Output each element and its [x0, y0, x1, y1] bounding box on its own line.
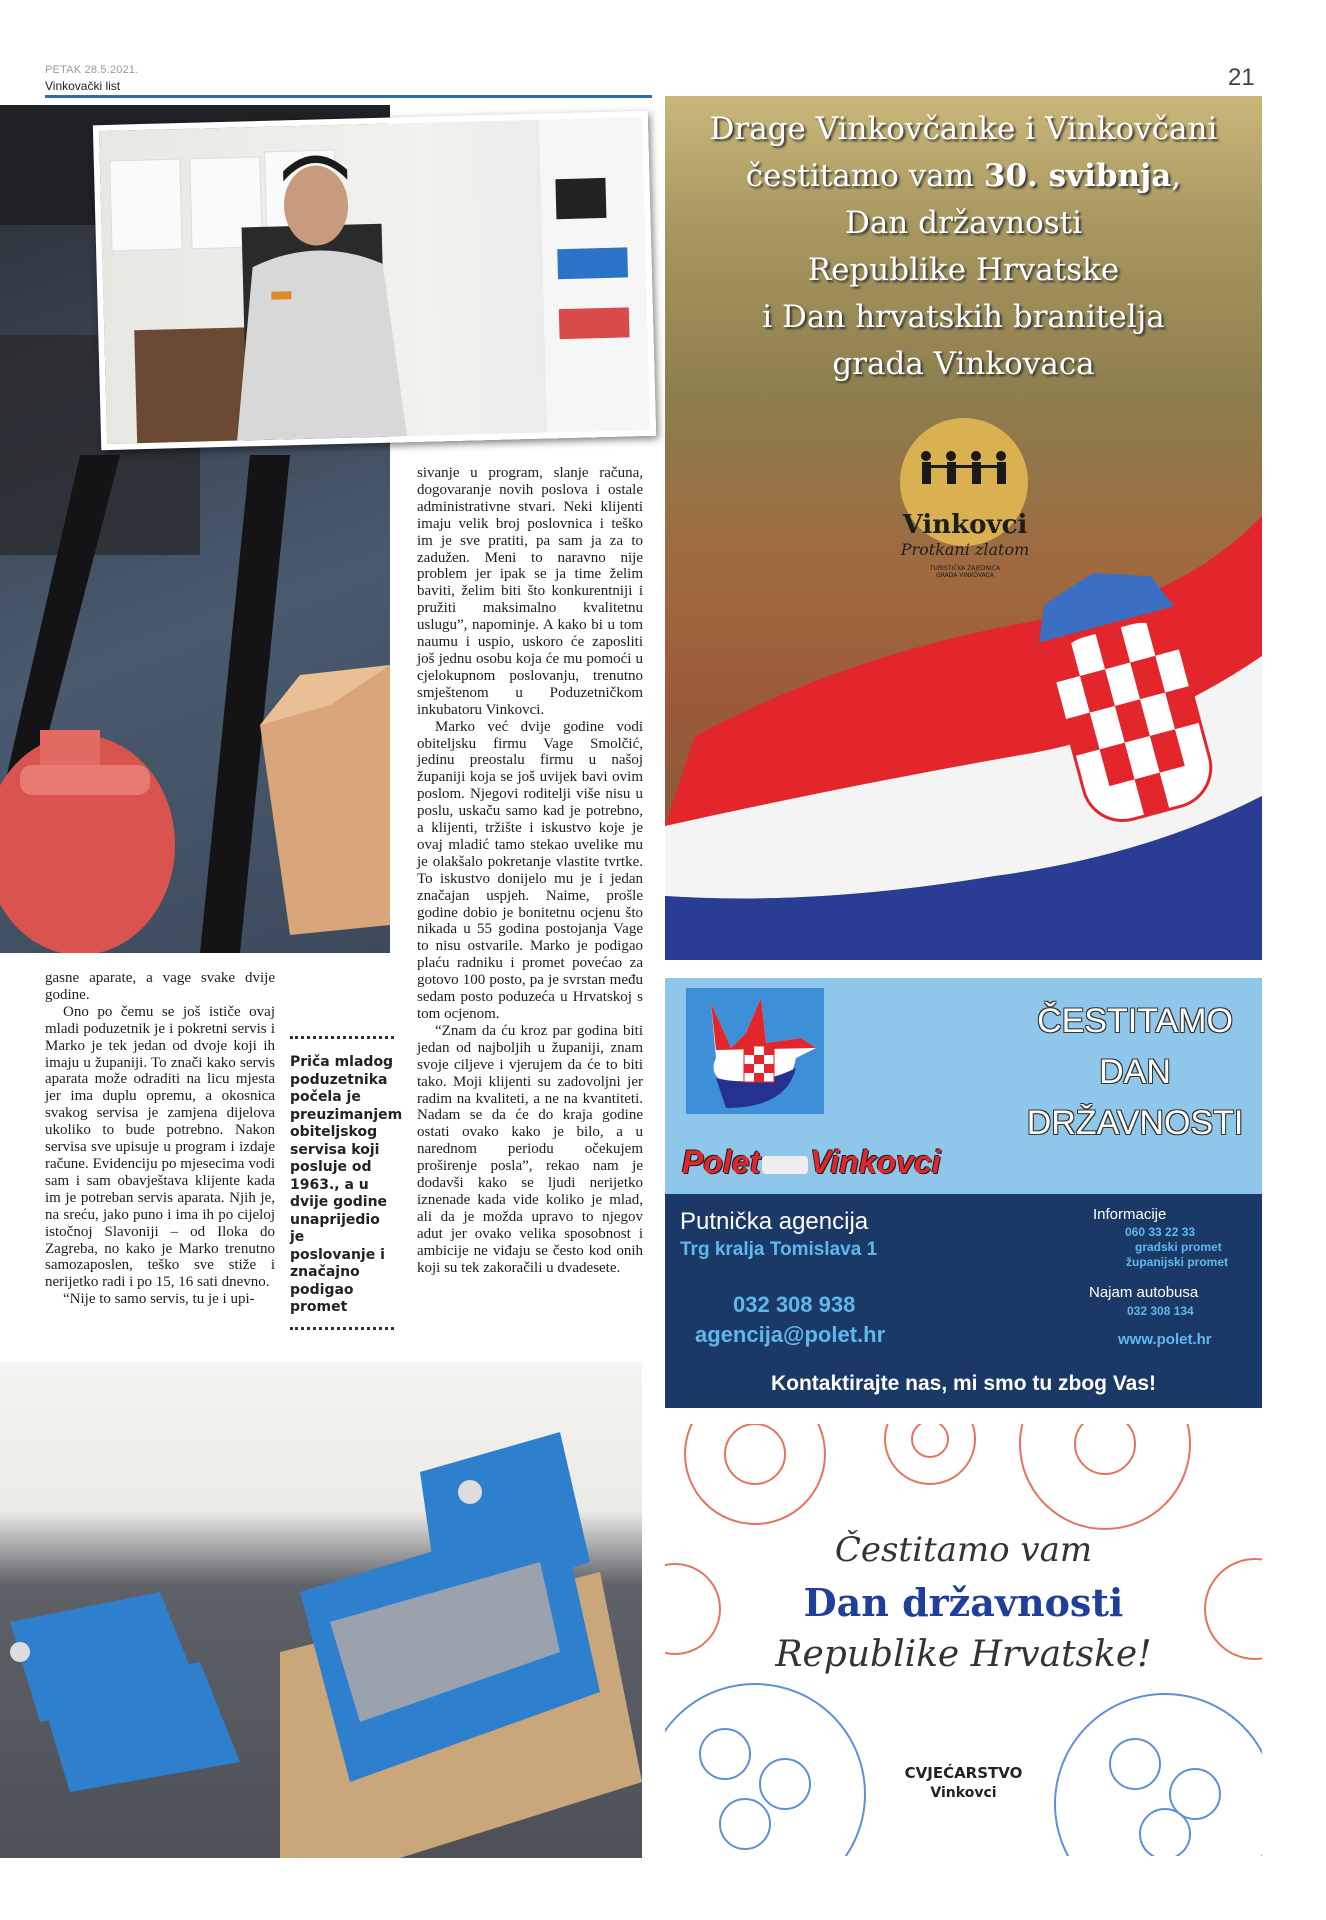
article-paragraph: Ono po čemu se još ističe ovaj mladi poduzetnik je i pokretni servis i Marko je tek jedan od dvoje koji ih imaju u županiji. To znači kako servis aparata može odraditi na licu mjesta jer ima duplu opremu, a okosnica svakog servisa je zamjena dijelova ukoliko to bude potrebno. Nakon servisa sve upisuje u program i izdaje račune. Evidenciju po mjesecima vodi sam i sam obavještava klijente kada im je potreban servis aparata. Njih je, na sreću, jako puno i ima ih po cijeloj istočnoj Slavoniji – od Iloka do Zagreba, no kako je Marko trenutno samozaposlen, teško sve stiže i nerijetko radi i po 15, 16 sati dnevno. [45, 1003, 275, 1291]
article-paragraph: “Znam da ću kroz par godina biti jedan od najboljih u županiji, znam svoje ciljeve i vjerujem da će to biti tako. Moji klijenti su zadovoljni jer radim na kvaliteti, a ne na kvantiteti. Nadam se da će do kraja godine ostati ovako kako je bilo, a u narednom periodu očekujem proširenje posla”, rekao nam je dodavši kako se ljudi nerijetko iznenade kada vide koliko je mlad, ali da je možda upravo to njegov adut jer ovako velika sposobnost i ambicije ne viđaju se često kod onih koji su tek zakoračili u dvadesete. [417, 1022, 643, 1276]
info-line: županijski promet [1126, 1255, 1229, 1269]
city-ad-line: grada Vinkovaca [832, 346, 1095, 382]
polet-brand-logo [682, 1144, 941, 1181]
issue-date: PETAK 28.5.2021. [45, 64, 139, 76]
logo-org: GRADA VINKOVACA [936, 572, 994, 579]
florist-line3: Republike Hrvatske! [775, 1634, 1152, 1675]
florist-line1: Čestitamo vam [834, 1530, 1093, 1570]
dancers-icon [914, 448, 1014, 498]
dotted-divider [290, 1327, 394, 1333]
website-link[interactable]: www.polet.hr [1118, 1331, 1212, 1348]
headline-line: ČESTITAMO [1037, 1002, 1233, 1040]
city-ad-title [665, 106, 1262, 388]
city-ad-text: čestitamo vam [745, 158, 984, 194]
rent-label: Najam autobusa [1089, 1284, 1199, 1301]
city-ad-line: Republike Hrvatske [807, 252, 1120, 288]
bus-icon [762, 1156, 808, 1174]
croatian-flag-icon [665, 496, 1262, 960]
headline-line: DAN [1099, 1053, 1171, 1091]
info-label: Informacije [1093, 1206, 1167, 1223]
article-paragraph: gasne aparate, a vage svake dvije godine. [45, 970, 275, 1003]
info-line: gradski promet [1135, 1240, 1222, 1254]
agency-phone[interactable]: 032 308 938 [733, 1292, 856, 1317]
florist-greeting-ad [665, 1424, 1262, 1856]
brand-left: Polet [682, 1144, 761, 1180]
polet-ad-contacts [665, 1194, 1262, 1408]
article-column-left [45, 970, 275, 1308]
florist-brand: CVJEĆARSTVO [904, 1764, 1023, 1782]
city-ad-line [665, 153, 1262, 200]
equipment-illustration [0, 1362, 642, 1858]
city-ad-date: 30. svibnja [983, 158, 1172, 194]
agency-address: Trg kralja Tomislava 1 [680, 1239, 878, 1260]
entrepreneur-illustration [99, 117, 650, 444]
page-number: 21 [1228, 64, 1255, 91]
article-paragraph: “Nije to samo servis, tu je i upi- [63, 1291, 255, 1308]
city-ad-line: Dan državnosti [844, 205, 1083, 241]
pull-quote-text: Priča mladog poduzetnika počela je preuzimanjem obiteljskog servisa koji posluje od 1963., a u dvije godine unaprijedio je poslovanje i značajno podigao promet [290, 1054, 403, 1315]
dotted-divider [290, 1036, 394, 1042]
article-paragraph: sivanje u program, slanje računa, dogovaranje novih poslova i ostale administrativne stvari. Neki klijenti imaju velik broj poslovnica i teško im je sve pratiti, pa sam ja za to zadužen. Meni to naravno nije problem jer ipak se ja time želim baviti, želim biti što konkurentniji i pružiti maksimalno kvalitetnu uslugu”, napominje. A kako bi u tom naumu i uspio, uskoro će zaposliti još jednu osobu koja će mu pomoći u cjelokupnom poslovanju, trenutno smještenom u Poduzetničkom inkubatoru Vinkovci. [417, 465, 643, 718]
newspaper-name: Vinkovački list [45, 79, 121, 93]
dove-flag-logo-icon [686, 988, 824, 1114]
article-paragraph: Marko već dvije godine vodi obiteljsku firmu Vage Smolčić, jedinu preostalu firmu u našoj županiji koja se još uvijek bavi ovim poslom. Njegovi roditelji više nisu u poslu, uskaču samo kad je potrebno, a klijenti, tržište i iskustvo koje je ovaj mladić tamo stekao uvelike mu je olakšalo pokretanje vlastite tvrtke. To iskustvo donijelo mu je i jedan značajan uspjeh. Naime, prošle godine dobio je bonitetnu ocjenu što nikada u 55 godina postojanja Vage to nisu ostvarile. Marko je podigao plaću radniku i promet povećao za gotovo 100 posto, pa je svrstan među sedam posto poduzeća u Hrvatskoj s tom ocjenom. [417, 718, 643, 1022]
city-greeting-ad [665, 96, 1262, 960]
city-ad-line: i Dan hrvatskih branitelja [762, 299, 1165, 335]
logo-org: TURISTIČKA ZAJEDNICA [929, 565, 1001, 572]
brand-right: Vinkovci [810, 1144, 941, 1180]
city-ad-line: Drage Vinkovčanke i Vinkovčani [709, 111, 1218, 147]
polet-headline [1005, 996, 1262, 1149]
article-column-middle [417, 465, 643, 1277]
polet-ad-top [665, 978, 1262, 1194]
logo-slogan: Protkani zlatom [900, 540, 1030, 559]
header-rule [45, 95, 652, 98]
florist-brand-city: Vinkovci [930, 1785, 997, 1801]
agency-label: Putnička agencija [680, 1208, 869, 1235]
entrepreneur-photo [93, 111, 656, 450]
agency-email[interactable]: agencija@polet.hr [695, 1322, 886, 1347]
headline-line: DRŽAVNOSTI [1026, 1104, 1244, 1142]
polet-footer: Kontaktirajte nas, mi smo tu zbog Vas! [770, 1372, 1157, 1395]
polet-travel-ad [665, 978, 1262, 1408]
equipment-photo [0, 1362, 642, 1858]
info-phone[interactable]: 060 33 22 33 [1125, 1225, 1196, 1239]
city-ad-comma: , [1171, 158, 1182, 194]
rent-phone[interactable]: 032 308 134 [1127, 1304, 1194, 1318]
pull-quote [290, 1030, 403, 1345]
logo-name: Vinkovci [902, 510, 1028, 540]
florist-line2: Dan državnosti [803, 1580, 1124, 1625]
